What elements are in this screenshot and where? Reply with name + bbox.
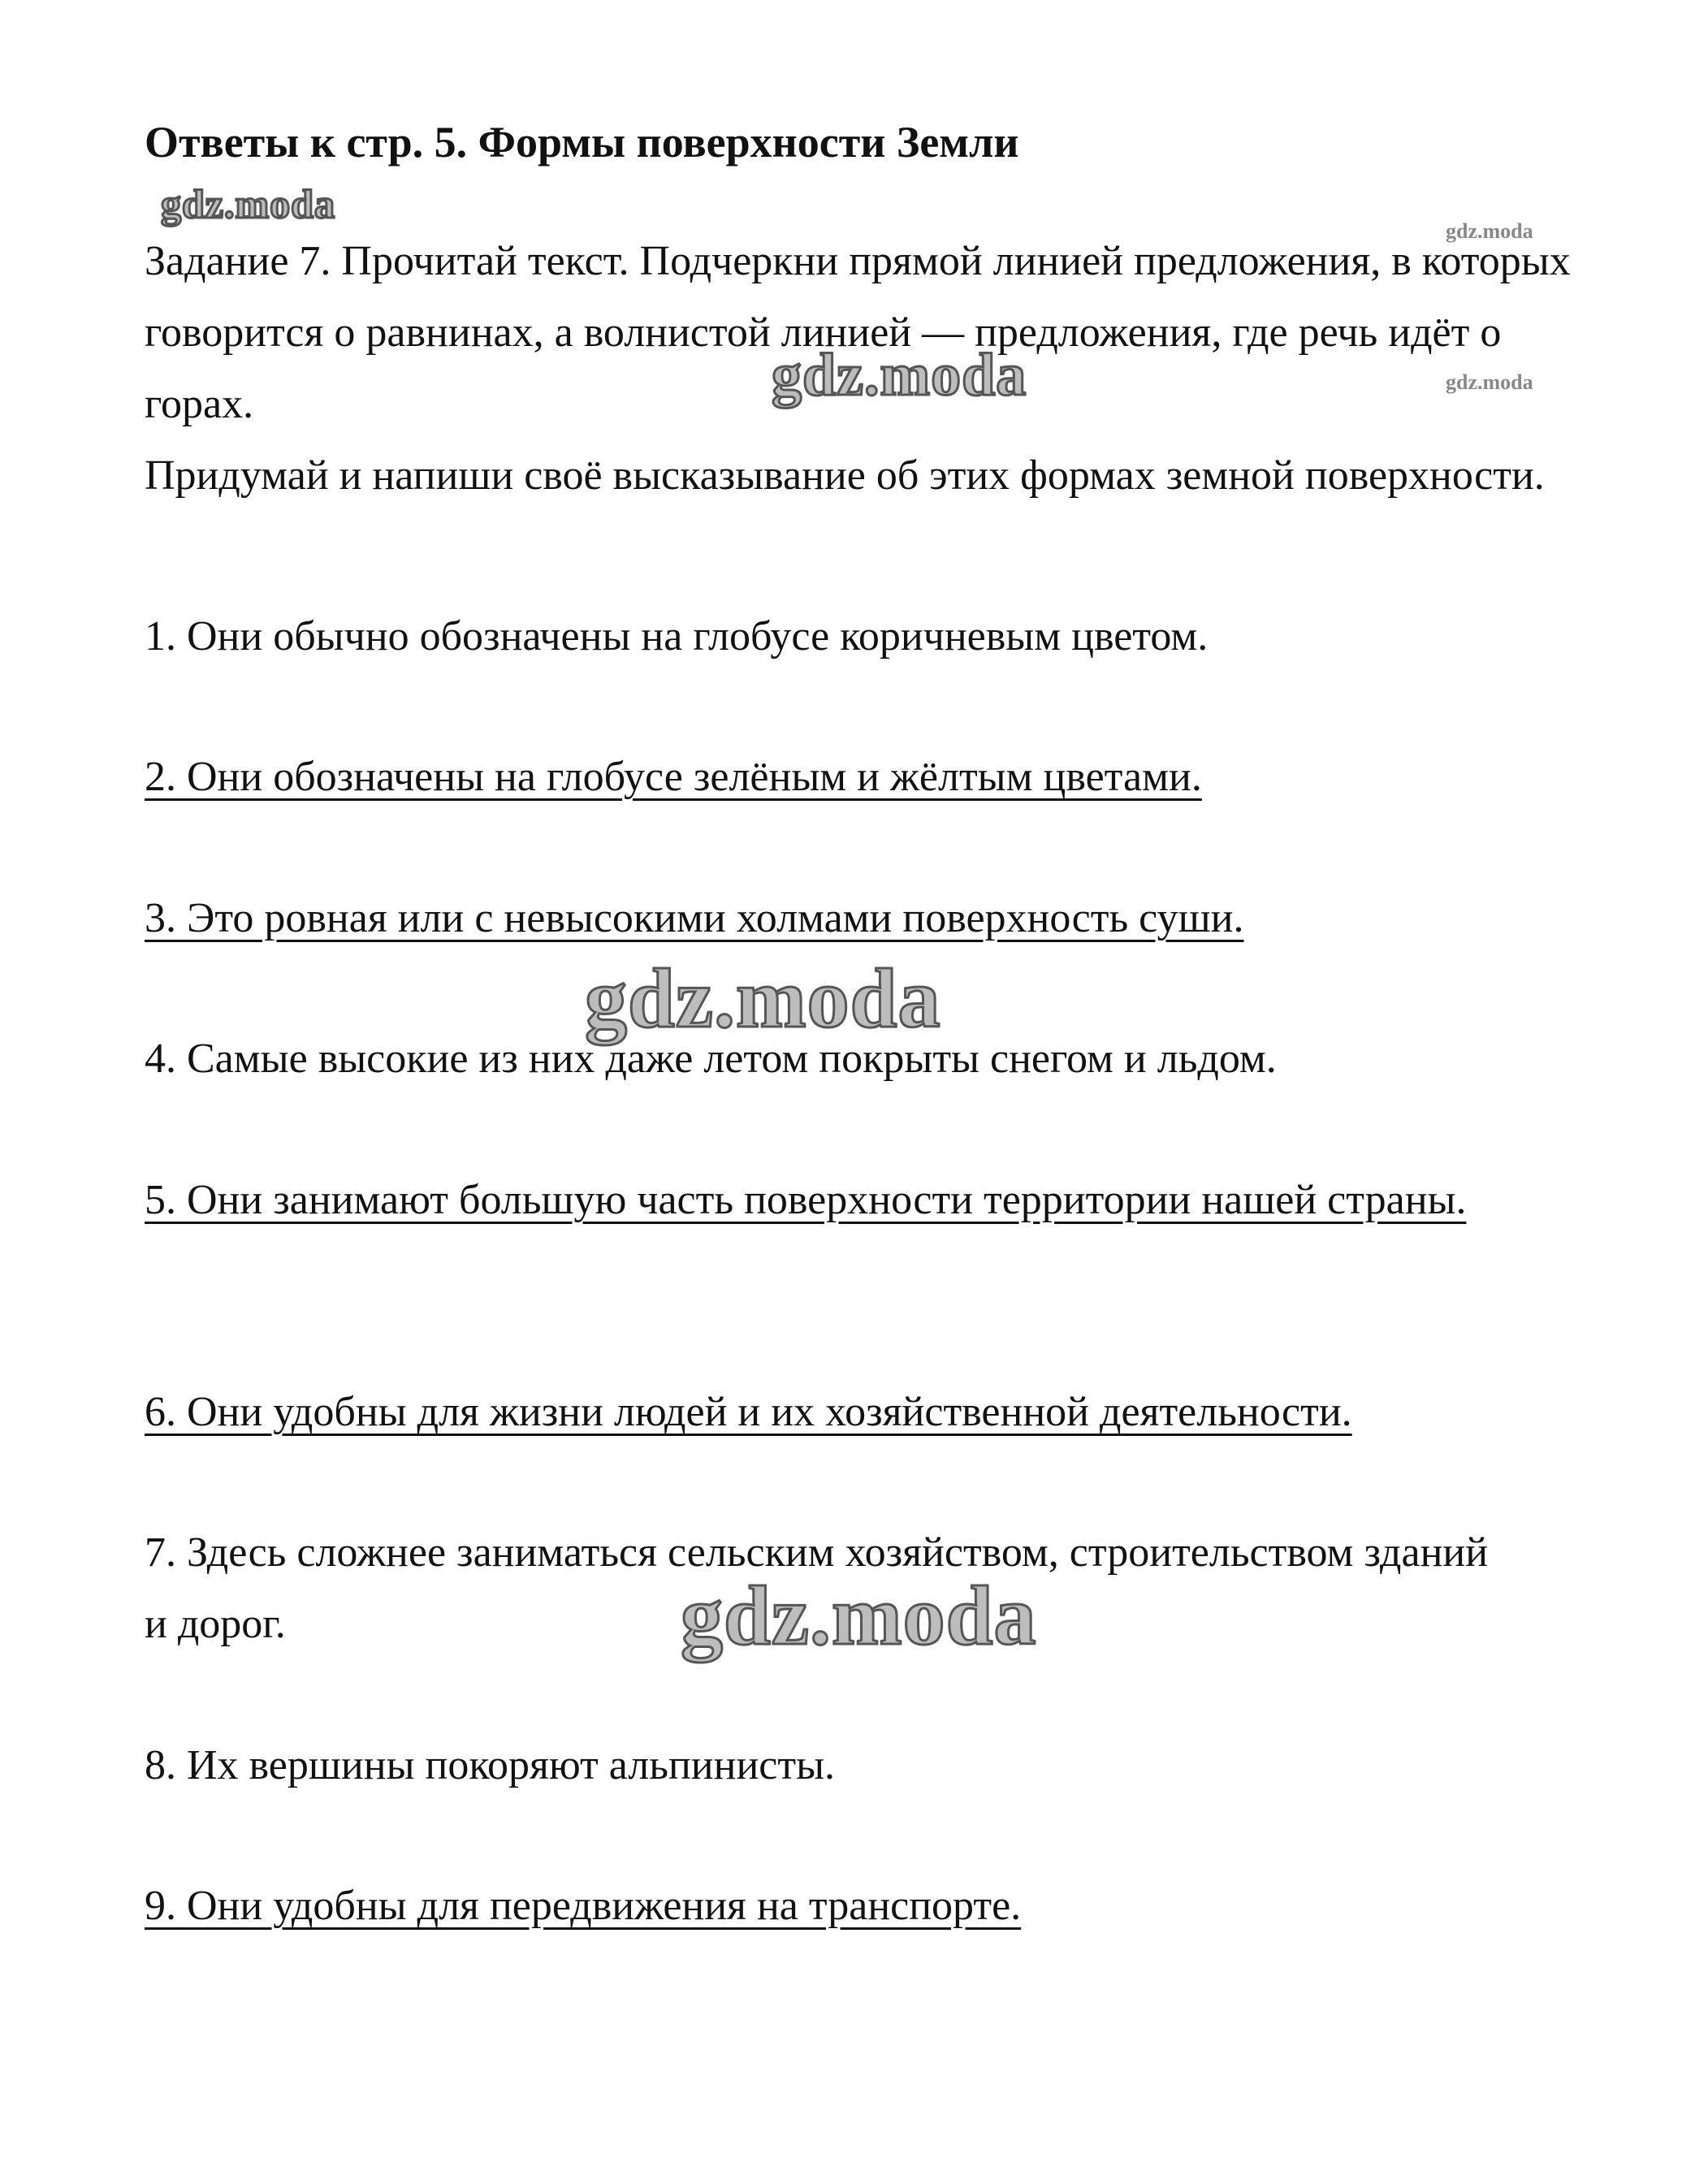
task-instruction: Задание 7. Прочитай текст. Подчеркни прямой линией предложения, в которых говорится о равнинах, а волнистой линией — предложения, где речь идёт о горах. [145,238,1571,427]
watermark: gdz.moda [681,1569,1037,1663]
watermark: gdz.moda [585,952,941,1045]
answer-item-5: 5. Они занимают большую часть поверхности территории нашей страны. [145,1177,1467,1223]
answer-item-2: 2. Они обозначены на глобусе зелёным и жёлтым цветами. [145,754,1202,800]
task-text [145,226,1590,512]
answer-item-8: 8. Их вершины покоряют альпинисты. [145,1742,836,1788]
answer-item-9: 9. Они удобны для передвижения на транспорте. [145,1883,1022,1929]
page-title: Ответы к стр. 5. Формы поверхности Земли [145,118,1019,166]
answer-item-4: 4. Самые высокие из них даже летом покрыты снегом и льдом. [145,1036,1277,1082]
watermark: gdz.moda [772,342,1027,409]
task-instruction-2: Придумай и напиши своё высказывание об этих формах земной поверхности. [145,452,1545,499]
watermark: gdz.moda [161,181,335,227]
answer-item-1: 1. Они обычно обозначены на глобусе коричневым цветом. [145,613,1209,660]
watermark: gdz.moda [1446,370,1533,394]
answer-item-3: 3. Это ровная или с невысокими холмами поверхность суши. [145,895,1244,941]
watermark: gdz.moda [1446,219,1533,243]
answer-item-6: 6. Они удобны для жизни людей и их хозяйственной деятельности. [145,1389,1352,1435]
answer-item-7: 7. Здесь сложнее заниматься сельским хозяйством, строительством зданий и дорог. [145,1529,1489,1647]
